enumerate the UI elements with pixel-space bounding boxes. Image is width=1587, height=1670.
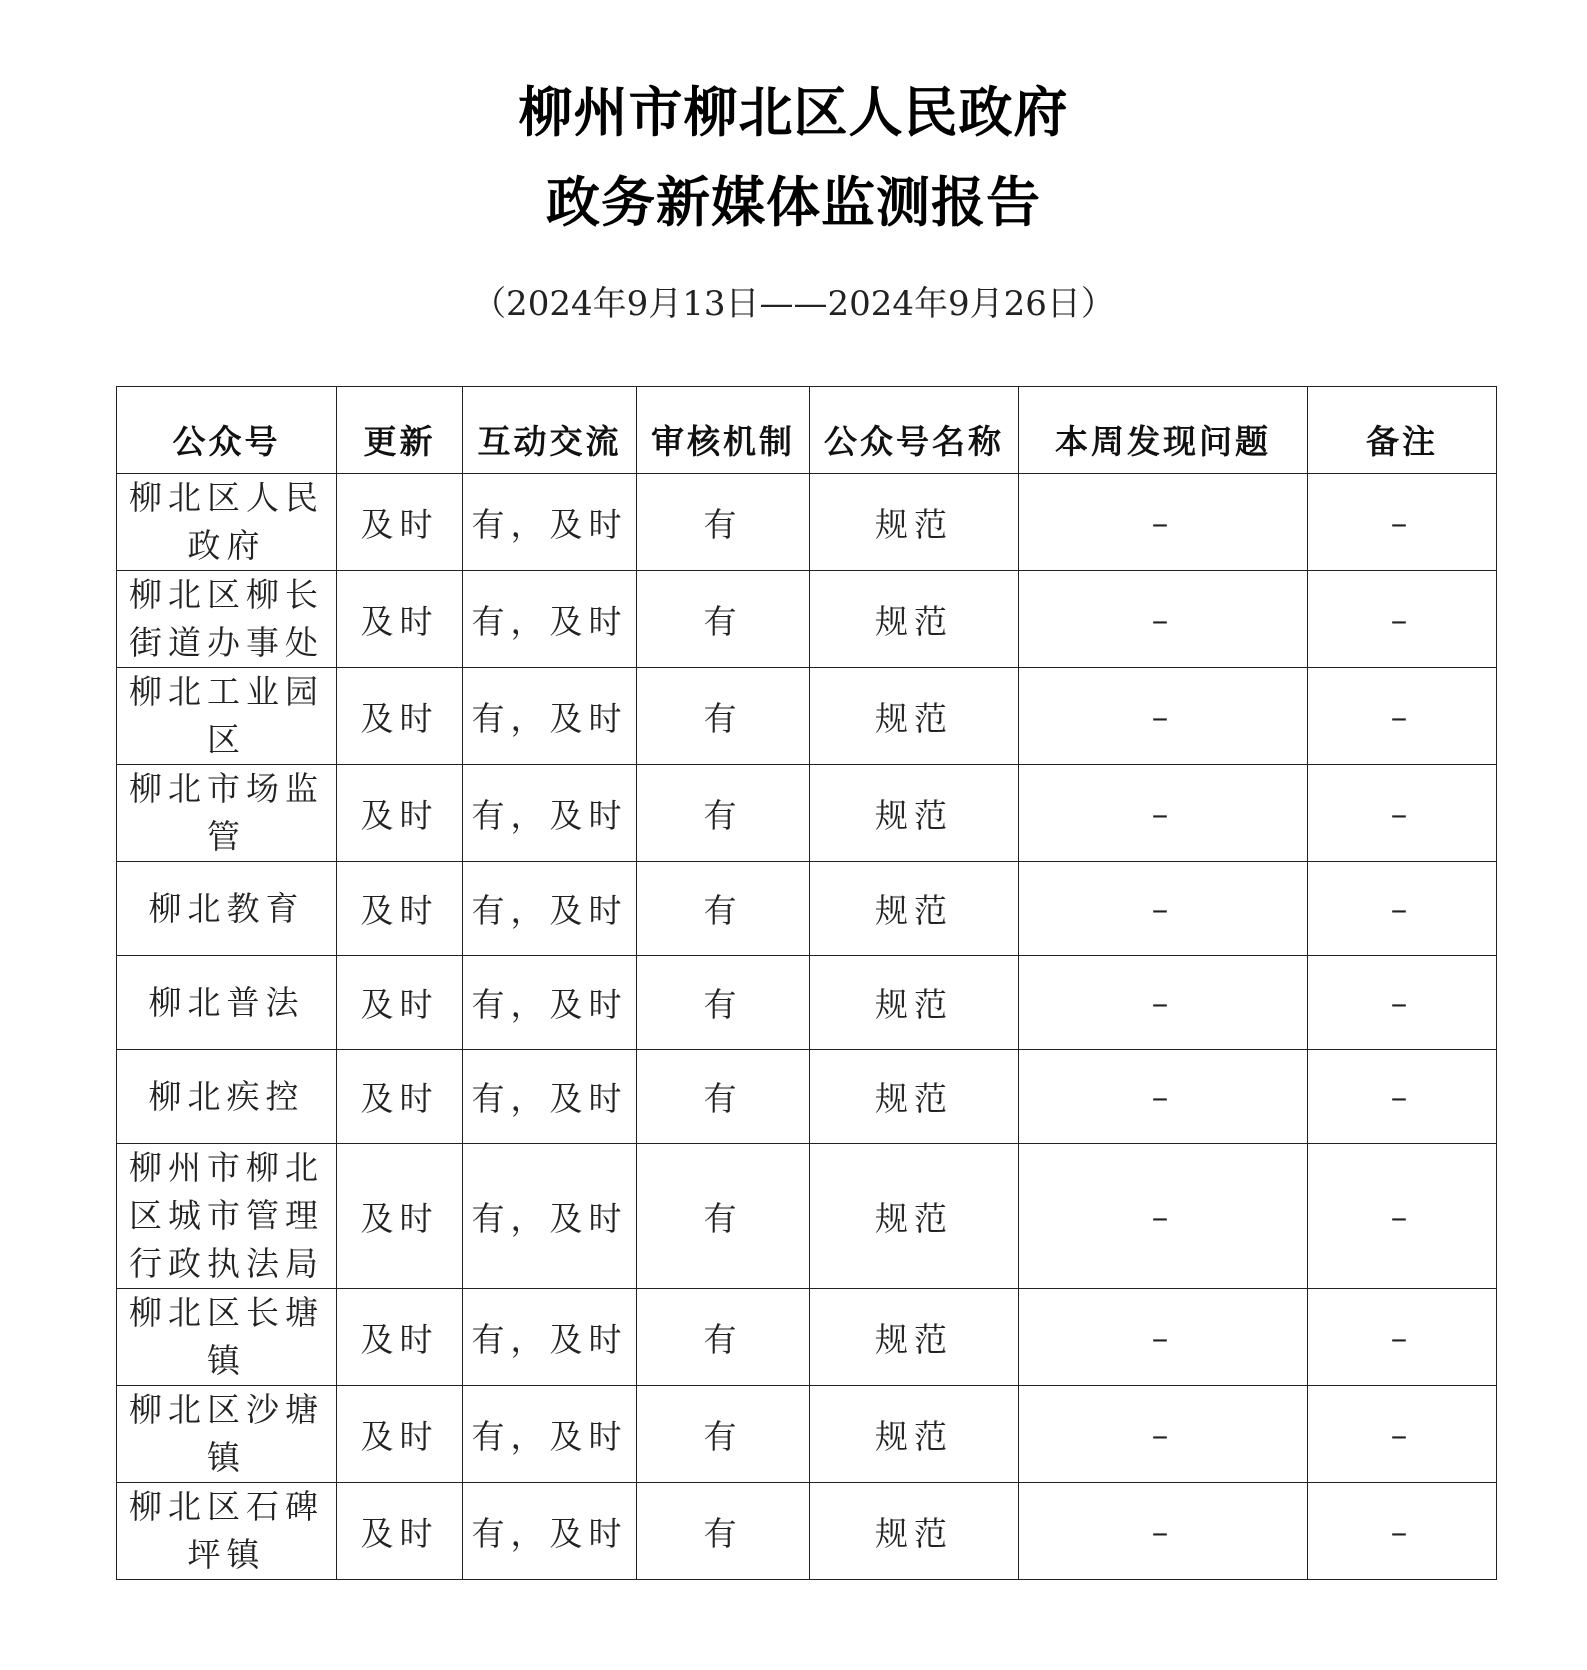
cell-account: 柳北市场监管 — [117, 765, 337, 862]
cell-interaction: 有，及时 — [463, 668, 637, 765]
cell-account-name: 规范 — [810, 668, 1019, 765]
cell-issues: – — [1019, 1483, 1308, 1580]
cell-update: 及时 — [337, 1289, 463, 1386]
cell-interaction: 有，及时 — [463, 1289, 637, 1386]
header-update: 更新 — [337, 387, 463, 474]
cell-update: 及时 — [337, 571, 463, 668]
cell-interaction: 有，及时 — [463, 1386, 637, 1483]
table-row — [117, 1483, 1497, 1580]
cell-issues: – — [1019, 1289, 1308, 1386]
cell-review: 有 — [637, 1050, 810, 1144]
table-row — [117, 668, 1497, 765]
cell-account: 柳北区人民政府 — [117, 474, 337, 571]
cell-account: 柳北疾控 — [117, 1050, 337, 1144]
table-row — [117, 1144, 1497, 1289]
cell-review: 有 — [637, 956, 810, 1050]
cell-account-name: 规范 — [810, 956, 1019, 1050]
cell-account: 柳北区沙塘镇 — [117, 1386, 337, 1483]
table-header-row — [117, 387, 1497, 474]
cell-review: 有 — [637, 668, 810, 765]
cell-remarks: – — [1308, 765, 1497, 862]
header-review: 审核机制 — [637, 387, 810, 474]
table-row — [117, 1050, 1497, 1144]
cell-remarks: – — [1308, 571, 1497, 668]
header-issues: 本周发现问题 — [1019, 387, 1308, 474]
cell-interaction: 有，及时 — [463, 1483, 637, 1580]
cell-remarks: – — [1308, 1144, 1497, 1289]
date-range: （2024年9月13日——2024年9月26日） — [472, 284, 1115, 324]
cell-update: 及时 — [337, 956, 463, 1050]
cell-review: 有 — [637, 1289, 810, 1386]
cell-account: 柳州市柳北区城市管理行政执法局 — [117, 1144, 337, 1289]
cell-issues: – — [1019, 668, 1308, 765]
cell-issues: – — [1019, 474, 1308, 571]
cell-account: 柳北区石碑坪镇 — [117, 1483, 337, 1580]
table-row — [117, 571, 1497, 668]
cell-issues: – — [1019, 571, 1308, 668]
cell-account: 柳北区柳长街道办事处 — [117, 571, 337, 668]
table-row — [117, 1386, 1497, 1483]
cell-update: 及时 — [337, 474, 463, 571]
cell-remarks: – — [1308, 862, 1497, 956]
cell-issues: – — [1019, 765, 1308, 862]
table-row — [117, 956, 1497, 1050]
header-account-name: 公众号名称 — [810, 387, 1019, 474]
cell-account-name: 规范 — [810, 1483, 1019, 1580]
cell-issues: – — [1019, 1144, 1308, 1289]
cell-review: 有 — [637, 1483, 810, 1580]
document-title — [0, 68, 1587, 248]
cell-remarks: – — [1308, 668, 1497, 765]
cell-review: 有 — [637, 862, 810, 956]
header-remarks: 备注 — [1308, 387, 1497, 474]
cell-remarks: – — [1308, 1289, 1497, 1386]
cell-update: 及时 — [337, 1483, 463, 1580]
cell-update: 及时 — [337, 765, 463, 862]
cell-account-name: 规范 — [810, 1386, 1019, 1483]
table-row — [117, 862, 1497, 956]
cell-issues: – — [1019, 956, 1308, 1050]
title-line-1: 柳州市柳北区人民政府 — [518, 81, 1069, 144]
cell-remarks: – — [1308, 956, 1497, 1050]
cell-remarks: – — [1308, 474, 1497, 571]
cell-update: 及时 — [337, 1144, 463, 1289]
title-line-2: 政务新媒体监测报告 — [546, 171, 1041, 234]
cell-update: 及时 — [337, 668, 463, 765]
table-row — [117, 765, 1497, 862]
cell-review: 有 — [637, 474, 810, 571]
cell-remarks: – — [1308, 1386, 1497, 1483]
table-row — [117, 1289, 1497, 1386]
cell-update: 及时 — [337, 1386, 463, 1483]
cell-remarks: – — [1308, 1483, 1497, 1580]
cell-update: 及时 — [337, 862, 463, 956]
cell-account: 柳北普法 — [117, 956, 337, 1050]
cell-interaction: 有，及时 — [463, 1050, 637, 1144]
cell-account: 柳北工业园区 — [117, 668, 337, 765]
table-row — [117, 474, 1497, 571]
cell-issues: – — [1019, 862, 1308, 956]
cell-review: 有 — [637, 1144, 810, 1289]
cell-interaction: 有，及时 — [463, 571, 637, 668]
cell-issues: – — [1019, 1050, 1308, 1144]
cell-interaction: 有，及时 — [463, 765, 637, 862]
cell-account-name: 规范 — [810, 1289, 1019, 1386]
header-interaction: 互动交流 — [463, 387, 637, 474]
cell-account-name: 规范 — [810, 1050, 1019, 1144]
cell-account-name: 规范 — [810, 862, 1019, 956]
header-account: 公众号 — [117, 387, 337, 474]
cell-interaction: 有，及时 — [463, 1144, 637, 1289]
cell-interaction: 有，及时 — [463, 862, 637, 956]
cell-review: 有 — [637, 1386, 810, 1483]
cell-interaction: 有，及时 — [463, 956, 637, 1050]
cell-remarks: – — [1308, 1050, 1497, 1144]
cell-account-name: 规范 — [810, 1144, 1019, 1289]
cell-review: 有 — [637, 571, 810, 668]
cell-account-name: 规范 — [810, 571, 1019, 668]
cell-account: 柳北教育 — [117, 862, 337, 956]
monitoring-table — [116, 386, 1497, 1580]
cell-issues: – — [1019, 1386, 1308, 1483]
cell-account-name: 规范 — [810, 765, 1019, 862]
cell-update: 及时 — [337, 1050, 463, 1144]
cell-account: 柳北区长塘镇 — [117, 1289, 337, 1386]
cell-account-name: 规范 — [810, 474, 1019, 571]
cell-interaction: 有，及时 — [463, 474, 637, 571]
cell-review: 有 — [637, 765, 810, 862]
